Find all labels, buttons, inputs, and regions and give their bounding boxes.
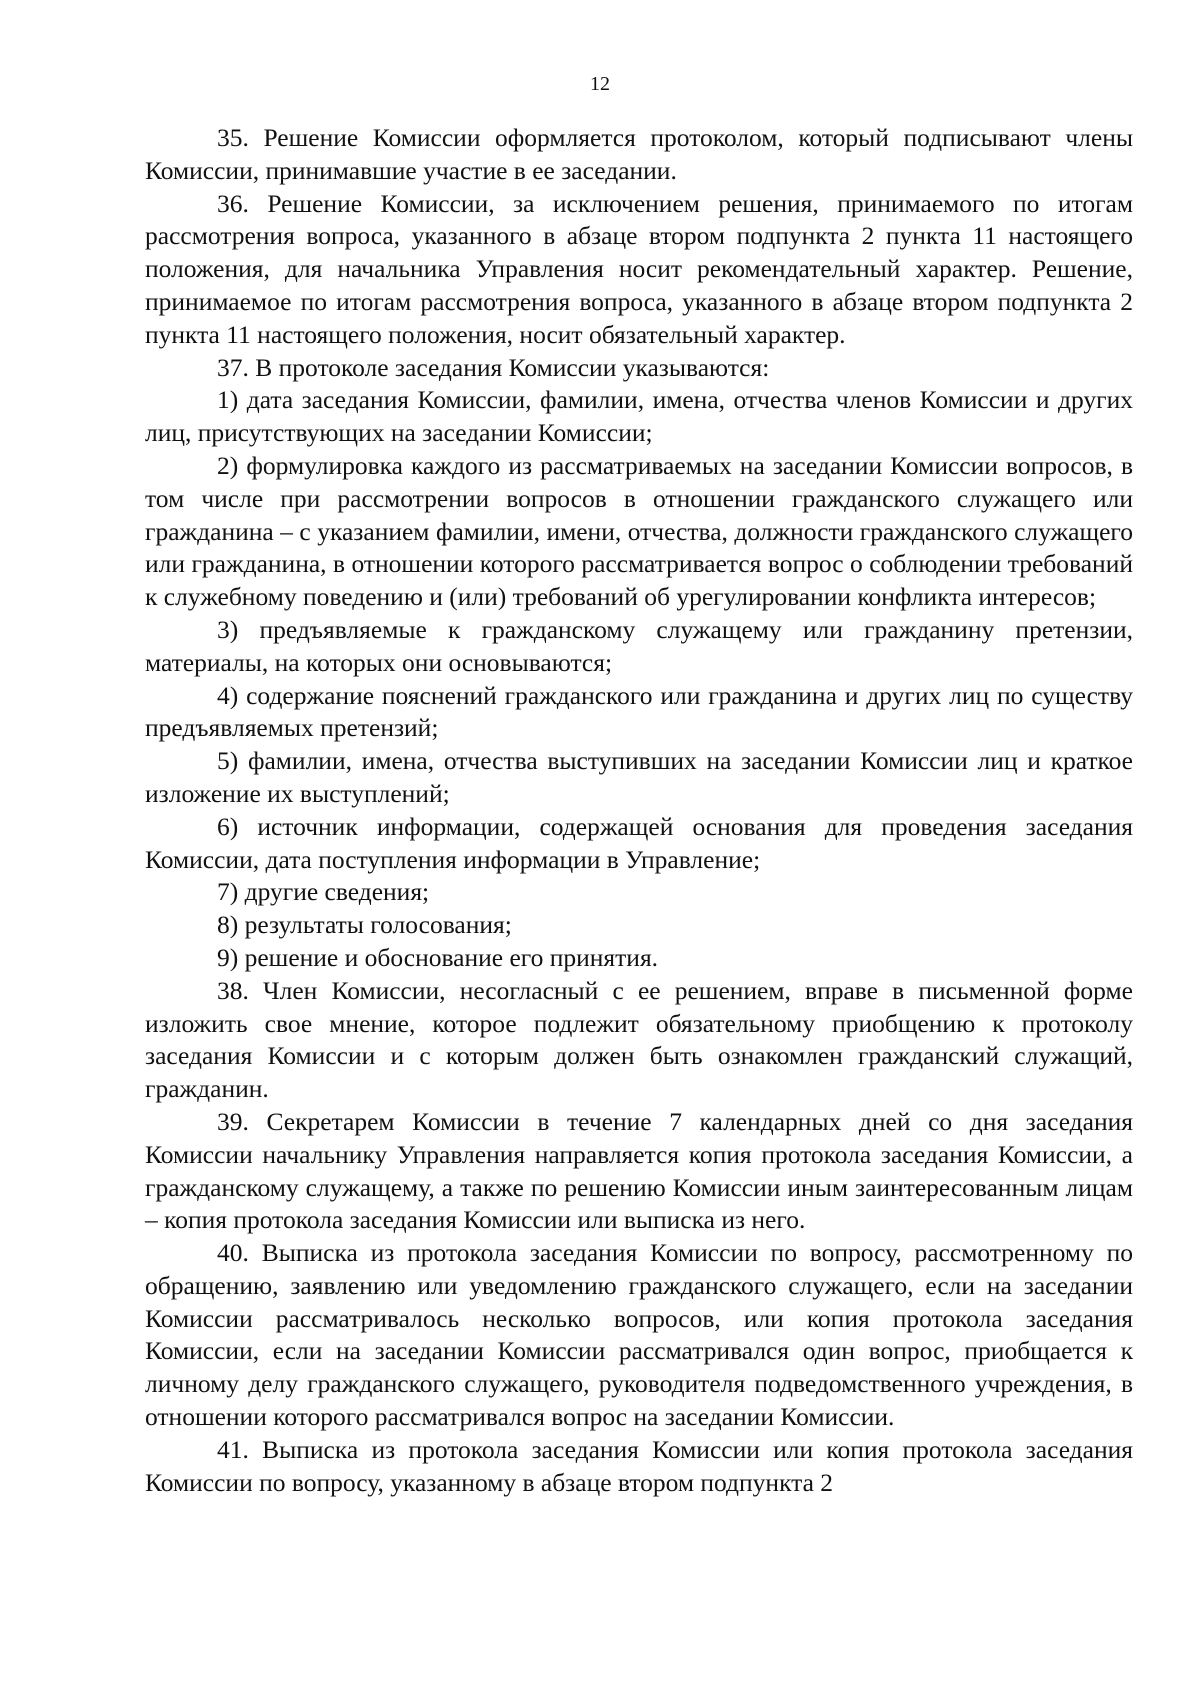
list-item-37-4: 4) содержание пояснений гражданского или гражданина и других лиц по существу предъявляемых претензий;: [145, 680, 1133, 743]
list-item-37-5: 5) фамилии, имена, отчества выступивших на заседании Комиссии лиц и краткое изложение их выступлений;: [145, 746, 1133, 808]
list-item-37-9: 9) решение и обоснование его принятия.: [217, 942, 659, 972]
document-body: [145, 122, 1133, 1499]
paragraph-38: 38. Член Комиссии, несогласный с ее решением, вправе в письменной форме изложить свое мнение, которое подлежит обязательному приобщению к протоколу заседания Комиссии и с которым должен быть ознакомлен гражданский служащий, гражданин.: [145, 975, 1133, 1104]
paragraph-39: 39. Секретарем Комиссии в течение 7 календарных дней со дня заседания Комиссии начальнику Управления направляется копия протокола заседания Комиссии, а гражданскому служащему, а также по решению Комиссии иным заинтересованным лицам – копия протокола заседания Комиссии или выписка из него.: [145, 1106, 1133, 1235]
paragraph-41: 41. Выписка из протокола заседания Комиссии или копия протокола заседания Комиссии по вопросу, указанному в абзаце втором подпункта 2: [145, 1434, 1133, 1497]
list-item-37-7: 7) другие сведения;: [217, 877, 430, 907]
paragraph-37: 37. В протоколе заседания Комиссии указываются:: [217, 352, 770, 382]
list-item-37-8: 8) результаты голосования;: [217, 910, 512, 940]
paragraph-35: 35. Решение Комиссии оформляется протоколом, который подписывают члены Комиссии, принимавшие участие в ее заседании.: [145, 123, 1133, 185]
list-item-37-6: 6) источник информации, содержащей основания для проведения заседания Комиссии, дата поступления информации в Управление;: [145, 811, 1133, 874]
paragraph-36: 36. Решение Комиссии, за исключением решения, принимаемого по итогам рассмотрения вопроса, указанного в абзаце втором подпункта 2 пункта 11 настоящего положения, для начальника Управления носит рекомендательный характер. Решение, принимаемое по итогам рассмотрения вопроса, указанного в абзаце втором подпункта 2 пункта 11 настоящего положения, носит обязательный характер.: [145, 188, 1133, 349]
list-item-37-2: 2) формулировка каждого из рассматриваемых на заседании Комиссии вопросов, в том числе при рассмотрении вопросов в отношении гражданского служащего или гражданина – с указанием фамилии, имени, отчества, должности гражданского служащего или гражданина, в отношении которого рассматривается вопрос о соблюдении требований к служебному поведению и (или) требований об урегулировании конфликта интересов;: [145, 450, 1133, 612]
list-item-37-3: 3) предъявляемые к гражданскому служащему или гражданину претензии, материалы, на которых они основываются;: [145, 614, 1133, 677]
page-number: 12: [590, 73, 610, 95]
list-item-37-1: 1) дата заседания Комиссии, фамилии, имена, отчества членов Комиссии и других лиц, присутствующих на заседании Комиссии;: [145, 385, 1133, 448]
paragraph-40: 40. Выписка из протокола заседания Комиссии по вопросу, рассмотренному по обращению, заявлению или уведомлению гражданского служащего, если на заседании Комиссии рассматривалось несколько вопросов, или копия протокола заседания Комиссии, если на заседании Комиссии рассматривался один вопрос, приобщается к личному делу гражданского служащего, руководителя подведомственного учреждения, в отношении которого рассматривался вопрос на заседании Комиссии.: [145, 1238, 1133, 1432]
